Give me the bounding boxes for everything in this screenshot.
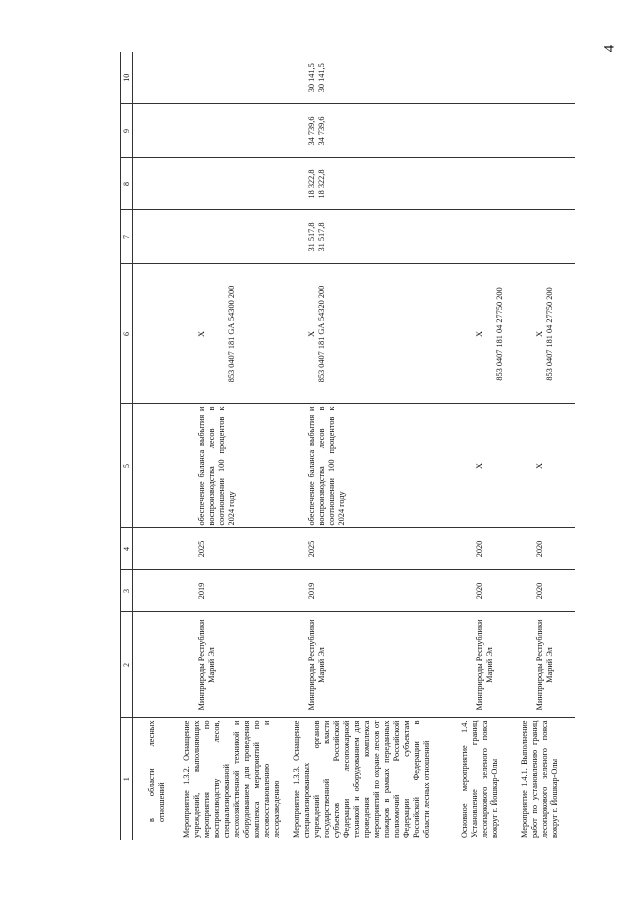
col-header-8: 8 <box>121 158 133 210</box>
cell <box>133 612 181 718</box>
amount-cell <box>459 104 519 158</box>
responsible-executor: Минприроды Республики Марий Эл <box>459 612 519 718</box>
start-year: 2019 <box>291 570 459 612</box>
col-header-1: 1 <box>121 718 133 840</box>
end-year: 2025 <box>291 528 459 570</box>
cell-marker: X <box>534 331 544 337</box>
budget-code: 853 0407 181 04 27750 200 <box>494 287 504 381</box>
start-year: 2020 <box>519 570 575 612</box>
amount-cell: 31 517,8 31 517,8 <box>291 210 459 264</box>
start-year: 2019 <box>181 570 291 612</box>
budget-table <box>120 52 575 840</box>
cell-marker: X <box>474 331 484 337</box>
cell <box>133 570 181 612</box>
expected-result: обеспечение баланса выбытия и воспроизводства лесов в соотношении 100 процентов к 2024 году <box>291 404 459 528</box>
amount-cell <box>519 158 575 210</box>
col-header-6: 6 <box>121 264 133 404</box>
cell <box>181 264 291 404</box>
table-row <box>459 52 519 840</box>
budget-code: 853 0407 181 GA 54300 200 <box>226 285 236 383</box>
cell <box>133 528 181 570</box>
budget-code: 853 0407 181 GA 54320 200 <box>316 285 326 383</box>
amount-cell <box>459 158 519 210</box>
rotated-table-container <box>120 52 559 840</box>
amount-cell <box>519 104 575 158</box>
page-number: 4 <box>601 44 618 53</box>
end-year: 2020 <box>519 528 575 570</box>
amount-cell <box>181 158 291 210</box>
col-header-4: 4 <box>121 528 133 570</box>
cell <box>133 104 181 158</box>
amount-cell <box>519 52 575 104</box>
expected-result: X <box>519 404 575 528</box>
table-row <box>291 52 459 840</box>
row-title: в области лесных отношений <box>147 720 166 822</box>
cell <box>133 404 181 528</box>
end-year: 2025 <box>181 528 291 570</box>
amount-cell: 30 141,5 30 141,5 <box>291 52 459 104</box>
row-title: Основное мероприятие 1.4. Установление границ лесопаркового зеленого пояса вокруг г. Йошкар-Олы <box>459 720 499 838</box>
amount-cell <box>181 210 291 264</box>
responsible-executor: Минприроды Республики Марий Эл <box>291 612 459 718</box>
col-header-7: 7 <box>121 210 133 264</box>
col-header-10: 10 <box>121 52 133 104</box>
table-row <box>519 52 575 840</box>
amount-cell: 18 322,8 18 322,8 <box>291 158 459 210</box>
cell-marker: X <box>306 331 316 337</box>
cell <box>133 158 181 210</box>
amount-cell <box>181 104 291 158</box>
cell <box>133 52 181 104</box>
responsible-executor: Минприроды Республики Марий Эл <box>519 612 575 718</box>
table-row <box>181 52 291 840</box>
col-header-9: 9 <box>121 104 133 158</box>
responsible-executor: Минприроды Республики Марий Эл <box>181 612 291 718</box>
col-header-3: 3 <box>121 570 133 612</box>
amount-cell: 34 739,6 34 739,6 <box>291 104 459 158</box>
start-year: 2020 <box>459 570 519 612</box>
expected-result: обеспечение баланса выбытия и воспроизводства лесов в соотношении 100 процентов к 2024 году <box>181 404 291 528</box>
end-year: 2020 <box>459 528 519 570</box>
expected-result: X <box>459 404 519 528</box>
amount-cell <box>459 210 519 264</box>
row-title: Мероприятие 1.3.2. Оснащение учреждений, выполняющих мероприятия по воспроизводству лесов, специализированной лесохозяйственной техникой и оборудованием для проведения комплекса мероприятий по лесовосстановлению и лесоразведению <box>181 720 281 838</box>
cell <box>133 264 181 404</box>
row-title: Мероприятие 1.3.3. Оснащение специализированных учреждений органов государственной власти субъектов Российской Федерации лесопожарной техникой и оборудованием для проведения комплекса мероприятий по охране лесов от пожаров в рамках переданных полномочий Российской Федерации субъектам Российской Федерации в области лесных отношений <box>291 720 431 838</box>
row-title: Мероприятие 1.4.1. Выполнение работ по установлению границ лесопаркового зеленого пояса вокруг г. Йошкар-Олы <box>519 720 559 838</box>
column-number-header <box>121 52 133 840</box>
cell-marker: X <box>196 331 206 337</box>
amount-cell <box>459 52 519 104</box>
cell <box>459 264 519 404</box>
col-header-5: 5 <box>121 404 133 528</box>
budget-code: 853 0407 181 04 27750 200 <box>544 287 554 381</box>
cell <box>133 210 181 264</box>
amount-cell <box>181 52 291 104</box>
table-row <box>133 52 181 840</box>
amount-cell <box>519 210 575 264</box>
col-header-2: 2 <box>121 612 133 718</box>
cell <box>519 264 575 404</box>
cell <box>291 264 459 404</box>
